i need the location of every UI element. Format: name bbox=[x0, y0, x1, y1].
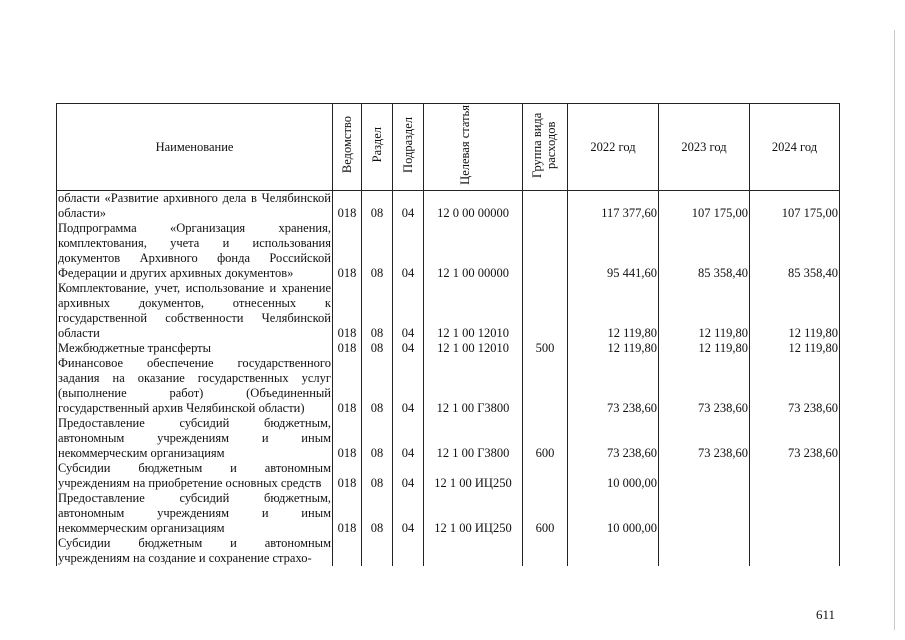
row-rz: 08 bbox=[362, 356, 393, 416]
row-2022: 73 238,60 bbox=[568, 416, 659, 461]
row-pr: 04 bbox=[393, 416, 424, 461]
row-cs: 12 1 00 ИЦ250 bbox=[424, 461, 523, 491]
header-podrazdel: Подраздел bbox=[393, 104, 424, 191]
row-cs: 12 1 00 Г3800 bbox=[424, 356, 523, 416]
row-2022: 73 238,60 bbox=[568, 356, 659, 416]
row-ved: 018 bbox=[333, 356, 362, 416]
page-number: 611 bbox=[816, 607, 836, 622]
table-row bbox=[57, 536, 840, 566]
row-cs: 12 1 00 12010 bbox=[424, 341, 523, 356]
row-2022 bbox=[568, 536, 659, 566]
table-row bbox=[57, 191, 840, 222]
row-rz: 08 bbox=[362, 341, 393, 356]
table-row bbox=[57, 491, 840, 536]
row-pr: 04 bbox=[393, 356, 424, 416]
row-name: Финансовое обеспечение государственного задания на оказание государственных услуг (выполнение работ) (Объединенный государственный архив Челябинской области) bbox=[58, 356, 331, 415]
row-vr: 600 bbox=[523, 416, 568, 461]
table-row bbox=[57, 416, 840, 461]
table-row bbox=[57, 281, 840, 341]
row-pr bbox=[393, 536, 424, 566]
row-rz: 08 bbox=[362, 461, 393, 491]
row-rz: 08 bbox=[362, 281, 393, 341]
row-rz: 08 bbox=[362, 416, 393, 461]
row-2023: 12 119,80 bbox=[659, 341, 750, 356]
row-cs: 12 1 00 00000 bbox=[424, 221, 523, 281]
row-vr: 600 bbox=[523, 491, 568, 536]
row-rz: 08 bbox=[362, 191, 393, 222]
row-name: Комплектование, учет, использование и хранение архивных документов, отнесенных к государственной собственности Челябинской области bbox=[58, 281, 331, 340]
row-vr bbox=[523, 461, 568, 491]
row-pr: 04 bbox=[393, 461, 424, 491]
row-rz bbox=[362, 536, 393, 566]
row-ved: 018 bbox=[333, 281, 362, 341]
row-2024: 73 238,60 bbox=[750, 416, 840, 461]
table-row bbox=[57, 461, 840, 491]
header-gruppa-vida-rashodov: Группа вида расходов bbox=[523, 104, 568, 191]
row-2022: 117 377,60 bbox=[568, 191, 659, 222]
row-vr bbox=[523, 191, 568, 222]
row-ved: 018 bbox=[333, 461, 362, 491]
row-name: Предоставление субсидий бюджетным, автономным учреждениям и иным некоммерческим организациям bbox=[58, 491, 331, 535]
row-2024: 73 238,60 bbox=[750, 356, 840, 416]
header-2023: 2023 год bbox=[659, 104, 750, 191]
row-2024: 12 119,80 bbox=[750, 281, 840, 341]
row-ved: 018 bbox=[333, 341, 362, 356]
row-2024 bbox=[750, 461, 840, 491]
header-2024: 2024 год bbox=[750, 104, 840, 191]
row-ved: 018 bbox=[333, 491, 362, 536]
row-name: области «Развитие архивного дела в Челябинской области» bbox=[58, 191, 331, 220]
row-name: Субсидии бюджетным и автономным учреждениям на приобретение основных средств bbox=[58, 461, 331, 490]
row-cs: 12 0 00 00000 bbox=[424, 191, 523, 222]
row-2023: 85 358,40 bbox=[659, 221, 750, 281]
header-vedomstvo: Ведомство bbox=[333, 104, 362, 191]
table-header-row bbox=[57, 104, 840, 191]
row-2023: 73 238,60 bbox=[659, 356, 750, 416]
row-2024 bbox=[750, 536, 840, 566]
row-2022: 10 000,00 bbox=[568, 461, 659, 491]
row-ved: 018 bbox=[333, 221, 362, 281]
header-2022: 2022 год bbox=[568, 104, 659, 191]
row-2024 bbox=[750, 491, 840, 536]
row-2022: 12 119,80 bbox=[568, 341, 659, 356]
row-pr: 04 bbox=[393, 491, 424, 536]
row-name: Субсидии бюджетным и автономным учреждениям на создание и сохранение страхо- bbox=[58, 536, 331, 565]
row-2023 bbox=[659, 461, 750, 491]
table-row bbox=[57, 221, 840, 281]
header-razdel: Раздел bbox=[362, 104, 393, 191]
row-2023: 107 175,00 bbox=[659, 191, 750, 222]
row-2023 bbox=[659, 491, 750, 536]
row-vr bbox=[523, 536, 568, 566]
budget-table bbox=[56, 103, 840, 566]
row-cs bbox=[424, 536, 523, 566]
header-celevaya-statya: Целевая статья bbox=[424, 104, 523, 191]
row-pr: 04 bbox=[393, 341, 424, 356]
row-pr: 04 bbox=[393, 221, 424, 281]
row-pr: 04 bbox=[393, 191, 424, 222]
row-ved: 018 bbox=[333, 191, 362, 222]
row-2023: 73 238,60 bbox=[659, 416, 750, 461]
row-2022: 10 000,00 bbox=[568, 491, 659, 536]
row-ved: 018 bbox=[333, 416, 362, 461]
table-row bbox=[57, 356, 840, 416]
row-name: Подпрограмма «Организация хранения, комплектования, учета и использования документов Архивного фонда Российской Федерации и других архивных документов» bbox=[58, 221, 331, 280]
row-cs: 12 1 00 Г3800 bbox=[424, 416, 523, 461]
row-pr: 04 bbox=[393, 281, 424, 341]
row-2022: 95 441,60 bbox=[568, 221, 659, 281]
row-rz: 08 bbox=[362, 491, 393, 536]
header-name: Наименование bbox=[57, 104, 333, 191]
row-2023: 12 119,80 bbox=[659, 281, 750, 341]
row-vr bbox=[523, 221, 568, 281]
row-2024: 85 358,40 bbox=[750, 221, 840, 281]
row-vr bbox=[523, 356, 568, 416]
row-rz: 08 bbox=[362, 221, 393, 281]
row-name: Предоставление субсидий бюджетным, автономным учреждениям и иным некоммерческим организациям bbox=[58, 416, 331, 460]
table-row bbox=[57, 341, 840, 356]
row-name: Межбюджетные трансферты bbox=[57, 341, 333, 356]
page-edge-line bbox=[894, 30, 895, 630]
row-2024: 107 175,00 bbox=[750, 191, 840, 222]
row-cs: 12 1 00 12010 bbox=[424, 281, 523, 341]
row-2024: 12 119,80 bbox=[750, 341, 840, 356]
row-2023 bbox=[659, 536, 750, 566]
row-ved bbox=[333, 536, 362, 566]
row-cs: 12 1 00 ИЦ250 bbox=[424, 491, 523, 536]
row-vr bbox=[523, 281, 568, 341]
row-vr: 500 bbox=[523, 341, 568, 356]
row-2022: 12 119,80 bbox=[568, 281, 659, 341]
